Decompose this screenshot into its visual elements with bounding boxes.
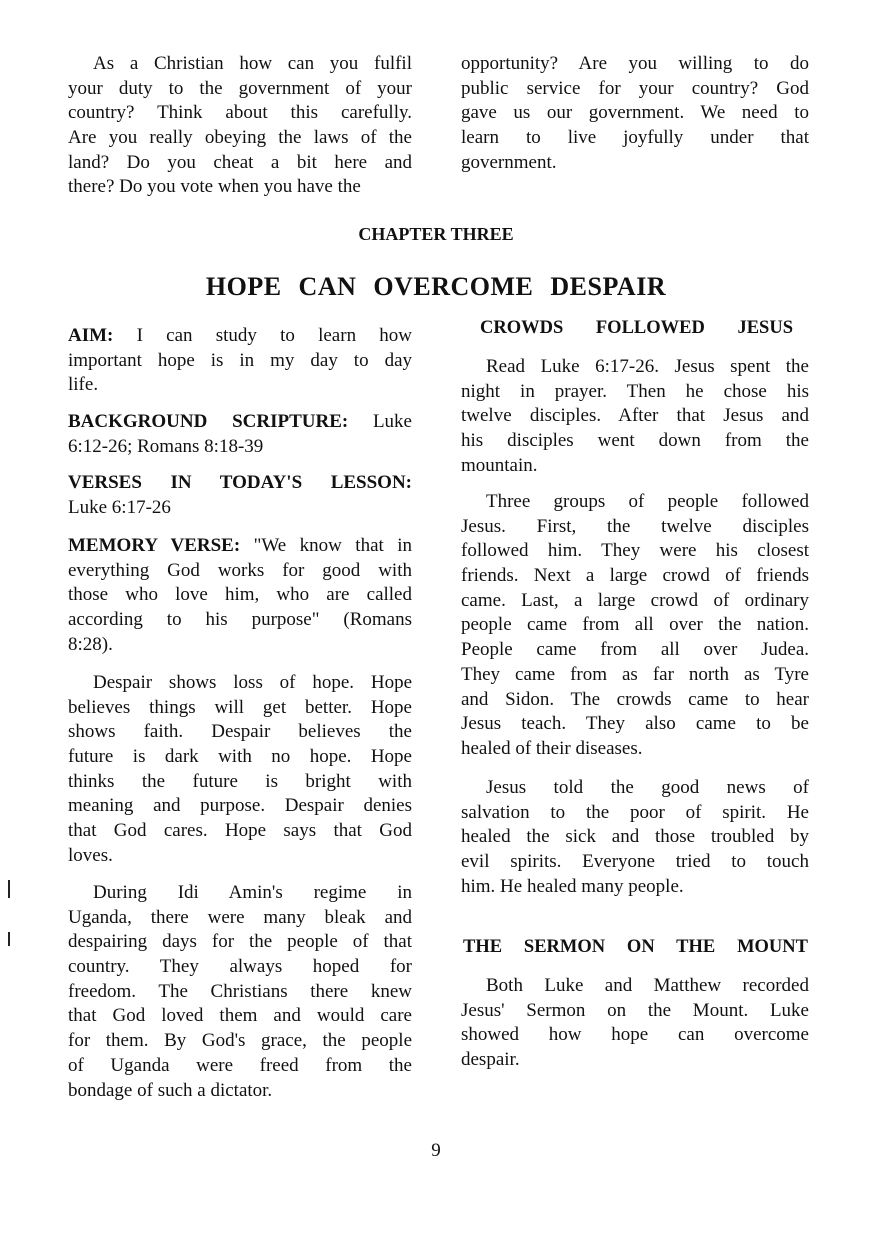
verses-paragraph — [68, 471, 412, 520]
text-line: that God loved them and would care — [68, 1005, 412, 1027]
text-line: evil spirits. Everyone tried to touch — [461, 851, 809, 873]
intro-left-paragraph — [68, 52, 412, 200]
text-line: freedom. The Christians there knew — [68, 980, 412, 1002]
heading-crowds-followed-jesus: CROWDS FOLLOWED JESUS — [480, 318, 793, 338]
text-line: his disciples went down from the — [461, 430, 809, 452]
text-line: Three groups of people followed — [486, 491, 809, 512]
despair-paragraph — [68, 671, 412, 869]
text-line: 8:28). — [68, 633, 113, 655]
sermon-paragraph — [461, 974, 809, 1073]
page-number: 9 — [431, 1140, 441, 1161]
intro-right-paragraph — [461, 52, 809, 175]
text-line: bondage of such a dictator. — [68, 1079, 273, 1101]
text-line: Uganda, there were many bleak and — [68, 906, 412, 928]
scan-margin-mark — [8, 932, 10, 946]
three-groups-paragraph — [461, 490, 809, 762]
paragraph-label: BACKGROUND SCRIPTURE: — [68, 411, 349, 432]
paragraph-label: AIM: — [68, 325, 114, 346]
text-line: for them. By God's grace, the people — [68, 1030, 412, 1052]
paragraph-label: MEMORY VERSE: — [68, 535, 241, 556]
text-line: according to his purpose" (Romans — [68, 609, 412, 631]
text-line: As a Christian how can you fulfil — [93, 53, 412, 74]
text-line: During Idi Amin's regime in — [93, 882, 412, 903]
text-line: salvation to the poor of spirit. He — [461, 801, 809, 823]
text-line: your duty to the government of your — [68, 77, 412, 99]
memory-verse-paragraph — [68, 534, 412, 657]
text-line: Read Luke 6:17-26. Jesus spent the — [486, 356, 809, 377]
text-line: everything God works for good with — [68, 559, 412, 581]
chapter-title: HOPE CAN OVERCOME DESPAIR — [205, 272, 667, 301]
aim-paragraph — [68, 324, 412, 398]
text-line: land? Do you cheat a bit here and — [68, 151, 412, 173]
text-line: those who love him, who are called — [68, 584, 412, 606]
text-line: people came from all over the nation. — [461, 614, 809, 636]
text-line: gave us our government. We need to — [461, 102, 809, 124]
text-line: They came from as far north as Tyre — [461, 663, 809, 685]
text-line: opportunity? Are you willing to do — [461, 53, 809, 74]
text-line: People came from all over Judea. — [461, 639, 809, 661]
good-news-paragraph — [461, 776, 809, 899]
text-line: government. — [461, 151, 557, 173]
text-line: there? Do you vote when you have the — [68, 176, 361, 198]
text-line: loves. — [68, 844, 113, 866]
text-line: showed how hope can overcome — [461, 1024, 809, 1046]
text-line: that God cares. Hope says that God — [68, 820, 412, 842]
scan-margin-mark — [8, 880, 10, 898]
text-line: thinks the future is bright with — [68, 770, 412, 792]
text-line: came. Last, a large crowd of ordinary — [461, 589, 809, 611]
text-line: him. He healed many people. — [461, 875, 684, 897]
text-line: public service for your country? God — [461, 77, 809, 99]
text-line: friends. Next a large crowd of friends — [461, 565, 809, 587]
text-line: Luke 6:17-26 — [68, 496, 171, 518]
text-line: country. They always hoped for — [68, 956, 412, 978]
paragraph-label: VERSES IN TODAY'S LESSON: — [68, 472, 412, 493]
read-luke-paragraph — [461, 355, 809, 478]
text-line — [68, 471, 412, 496]
chapter-label: CHAPTER THREE — [358, 224, 514, 244]
text-line: night in prayer. Then he chose his — [461, 380, 809, 402]
text-line: life. — [68, 374, 99, 396]
text-line: AIM: I can study to learn how — [68, 325, 412, 346]
text-line: Both Luke and Matthew recorded — [486, 975, 809, 996]
text-line: MEMORY VERSE: "We know that in — [68, 535, 413, 556]
text-line: of Uganda were freed from the — [68, 1054, 412, 1076]
uganda-paragraph — [68, 881, 412, 1103]
text-line: twelve disciples. After that Jesus and — [461, 405, 809, 427]
text-line: country? Think about this carefully. — [68, 102, 412, 124]
text-line: Despair shows loss of hope. Hope — [93, 672, 412, 693]
background-scripture-paragraph — [68, 410, 412, 459]
text-line: followed him. They were his closest — [461, 540, 809, 562]
text-line: Are you really obeying the laws of the — [68, 127, 412, 149]
text-line: Jesus told the good news of — [486, 777, 809, 798]
text-line: and Sidon. The crowds came to hear — [461, 688, 809, 710]
text-line: Jesus teach. They also came to be — [461, 713, 809, 735]
text-line: healed of their diseases. — [461, 737, 643, 759]
text-line: despair. — [461, 1049, 520, 1071]
heading-sermon-on-the-mount: THE SERMON ON THE MOUNT — [463, 937, 808, 957]
text-line: despairing days for the people of that — [68, 931, 412, 953]
text-line: important hope is in my day to day — [68, 349, 412, 371]
text-line: mountain. — [461, 454, 538, 476]
text-line: Jesus. First, the twelve disciples — [461, 515, 809, 537]
text-line: 6:12-26; Romans 8:18-39 — [68, 435, 264, 457]
text-line: learn to live joyfully under that — [461, 127, 809, 149]
text-line: BACKGROUND SCRIPTURE: Luke — [68, 411, 412, 432]
text-line: shows faith. Despair believes the — [68, 721, 412, 743]
text-line: meaning and purpose. Despair denies — [68, 795, 412, 817]
text-line: healed the sick and those troubled by — [461, 826, 809, 848]
text-line: future is dark with no hope. Hope — [68, 746, 412, 768]
text-line: Jesus' Sermon on the Mount. Luke — [461, 999, 809, 1021]
text-line: believes things will get better. Hope — [68, 696, 412, 718]
